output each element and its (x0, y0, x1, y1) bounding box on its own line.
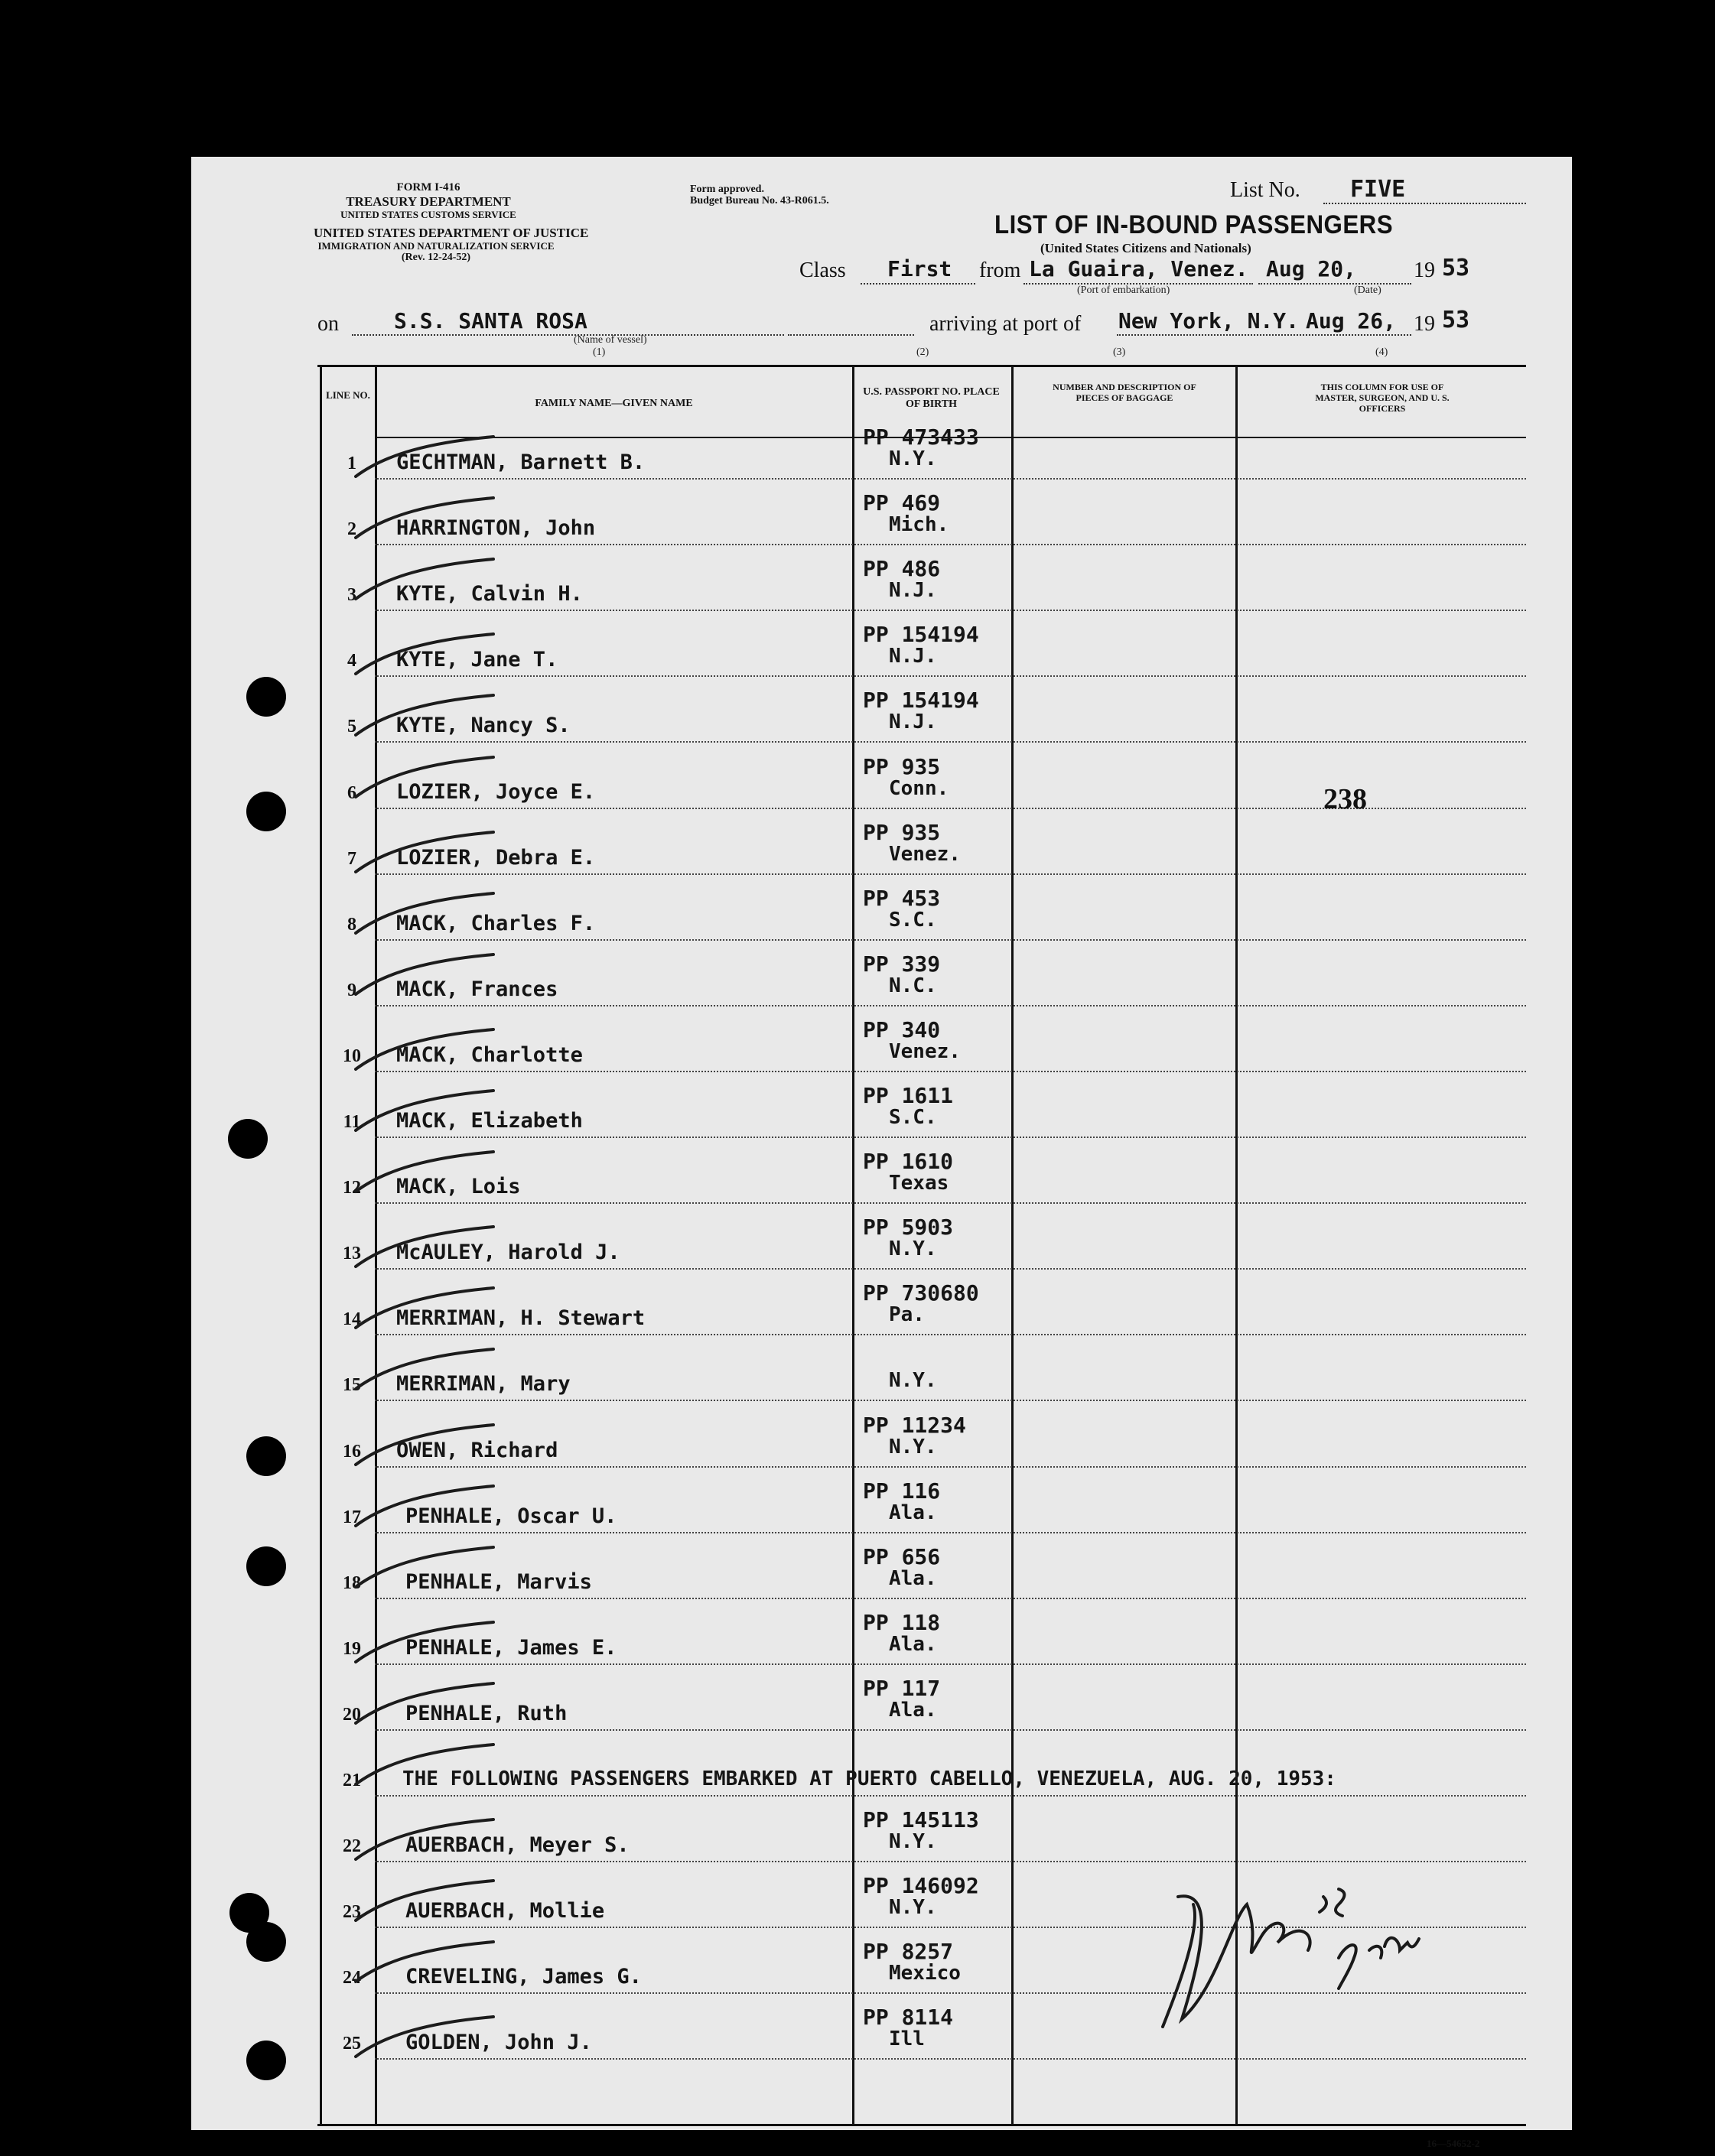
officer-note: 238 (1323, 783, 1367, 815)
passport-number: PP 117 (863, 1675, 941, 1701)
row-line-number: 21 (343, 1771, 361, 1790)
row-line-number: 13 (343, 1244, 361, 1264)
place-of-birth: Texas (889, 1172, 949, 1195)
place-of-birth: Conn. (889, 776, 949, 800)
place-of-birth: N.Y. (889, 1435, 937, 1458)
passenger-name: KYTE, Nancy S. (396, 714, 571, 738)
vessel-name: S.S. SANTA ROSA (394, 308, 587, 333)
punch-hole (246, 1922, 286, 1962)
passport-number: PP 116 (863, 1478, 941, 1504)
passport-number: PP 473433 (863, 424, 979, 450)
passenger-name: LOZIER, Debra E. (396, 845, 596, 870)
form-approval (690, 184, 829, 207)
column-header-baggage: NUMBER AND DESCRIPTION OF PIECES OF BAGGAGE (1053, 382, 1196, 403)
list-no-dots (1323, 203, 1526, 204)
budget-bureau-text: Budget Bureau No. 43-R061.5. (690, 195, 829, 207)
check-mark (340, 2003, 524, 2064)
row-dotted-line (375, 1663, 1526, 1665)
passenger-name: PENHALE, Marvis (405, 1569, 592, 1594)
passenger-name: GOLDEN, John J. (405, 2031, 592, 2055)
row-line-number: 16 (343, 1441, 361, 1462)
place-of-birth: Venez. (889, 1039, 961, 1063)
passenger-name: MERRIMAN, H. Stewart (396, 1306, 646, 1331)
passenger-name: PENHALE, James E. (405, 1635, 617, 1660)
place-of-birth: N.J. (889, 645, 937, 668)
place-of-birth: N.J. (889, 579, 937, 603)
row-dotted-line (375, 544, 1526, 545)
row-line-number: 14 (343, 1309, 361, 1330)
vessel-dots (352, 334, 784, 336)
row-line-number: 3 (347, 585, 356, 606)
arrival-year: 53 (1442, 307, 1470, 333)
place-of-birth: N.Y. (889, 1830, 937, 1854)
punch-hole (246, 1436, 286, 1476)
row-dotted-line (375, 1466, 1526, 1468)
table-top-border (317, 365, 1526, 367)
punch-hole (246, 792, 286, 831)
row-dotted-line (375, 741, 1526, 743)
place-of-birth: N.C. (889, 974, 937, 997)
row-line-number: 11 (343, 1112, 361, 1132)
arrival-port-dots (1117, 334, 1411, 336)
arrival-date: Aug 26, (1306, 308, 1397, 333)
passenger-name: PENHALE, Oscar U. (405, 1504, 617, 1528)
passenger-name: MACK, Lois (396, 1175, 521, 1199)
check-mark (340, 554, 524, 616)
check-mark (340, 423, 524, 484)
row-dotted-line (375, 1532, 1526, 1533)
agency-customs: UNITED STATES CUSTOMS SERVICE (340, 208, 516, 220)
embarkation-date: Aug 20, (1266, 256, 1357, 281)
passport-number: PP 8114 (863, 2005, 954, 2031)
check-mark (340, 1477, 524, 1538)
list-no-value: FIVE (1350, 176, 1406, 203)
row-line-number: 6 (347, 782, 356, 803)
passport-number: PP 1610 (863, 1149, 954, 1175)
passport-number: PP 469 (863, 490, 941, 516)
place-of-birth: Venez. (889, 842, 961, 866)
passport-number: PP 935 (863, 819, 941, 845)
form-code: 16—54652-2 (1427, 2138, 1480, 2149)
class-value: First (887, 256, 952, 281)
check-mark (340, 1674, 524, 1735)
place-of-birth: Ala. (889, 1566, 937, 1590)
place-of-birth: N.J. (889, 711, 937, 734)
row-dotted-line (375, 1202, 1526, 1204)
punch-hole (228, 1119, 268, 1159)
check-mark (340, 1411, 524, 1472)
form-number: FORM I-416 (396, 181, 460, 193)
row-line-number: 20 (343, 1704, 361, 1725)
check-mark (340, 1345, 524, 1406)
inspector-signature (1147, 1874, 1438, 2042)
passport-number: PP 935 (863, 753, 941, 779)
passenger-name: MACK, Charles F. (396, 911, 596, 935)
port-of-embarkation: La Guaira, Venez. (1029, 256, 1248, 281)
row-line-number: 19 (343, 1638, 361, 1659)
check-mark (340, 1937, 524, 1998)
check-mark (340, 1608, 524, 1670)
passport-number: PP 11234 (863, 1412, 966, 1438)
row-line-number: 7 (347, 848, 356, 869)
row-line-number: 8 (347, 914, 356, 935)
agency-treasury: TREASURY DEPARTMENT (346, 194, 511, 210)
passenger-name: AUERBACH, Mollie (405, 1899, 605, 1923)
embarkation-year: 53 (1442, 255, 1470, 281)
column-header-line-no: LINE NO. (326, 389, 370, 401)
passport-number: PP 146092 (863, 1873, 979, 1899)
row-dotted-line (375, 1005, 1526, 1006)
year-prefix-2: 19 (1414, 312, 1435, 336)
row-line-number: 9 (347, 980, 356, 1000)
agency-justice: UNITED STATES DEPARTMENT OF JUSTICE (314, 226, 589, 240)
row-dotted-line (375, 1400, 1526, 1401)
check-mark (340, 1740, 524, 1801)
check-mark (340, 884, 524, 945)
row-line-number: 23 (343, 1902, 361, 1923)
place-of-birth: Mich. (889, 513, 949, 537)
row-line-number: 22 (343, 1836, 361, 1857)
check-mark (340, 1806, 524, 1867)
row-dotted-line (375, 1729, 1526, 1731)
passenger-name: MERRIMAN, Mary (396, 1372, 571, 1397)
place-of-birth: S.C. (889, 1106, 937, 1129)
row-dotted-line (375, 1137, 1526, 1138)
row-line-number: 1 (347, 454, 356, 473)
passenger-name: LOZIER, Joyce E. (396, 779, 596, 804)
arriving-label: arriving at port of (929, 312, 1082, 336)
row-line-number: 18 (343, 1572, 361, 1593)
row-line-number: 10 (343, 1045, 361, 1066)
date-caption: (Date) (1354, 285, 1381, 296)
row-dotted-line (375, 2058, 1526, 2060)
place-of-birth: Ala. (889, 1698, 937, 1722)
row-line-number: 25 (343, 2034, 361, 2054)
row-line-number: 15 (343, 1375, 361, 1396)
place-of-birth: N.Y. (889, 1369, 937, 1393)
year-prefix-1: 19 (1414, 259, 1435, 282)
check-mark (340, 950, 524, 1011)
row-dotted-line (375, 675, 1526, 677)
passport-number: PP 8257 (863, 1939, 954, 1965)
row-dotted-line (375, 610, 1526, 611)
passenger-name: PENHALE, Ruth (405, 1701, 568, 1725)
from-label: from (979, 259, 1021, 282)
table-left-border (320, 365, 322, 2126)
check-mark (340, 1081, 524, 1143)
passenger-name: KYTE, Jane T. (396, 648, 558, 672)
row-dotted-line (375, 478, 1526, 480)
row-line-number: 17 (343, 1507, 361, 1527)
passport-number: PP 486 (863, 556, 941, 582)
row-dotted-line (375, 1334, 1526, 1335)
row-dotted-line (375, 1071, 1526, 1072)
page-title: LIST OF IN-BOUND PASSENGERS (994, 210, 1394, 239)
agency-ins: IMMIGRATION AND NATURALIZATION SERVICE (317, 239, 555, 252)
column-caption-3: (3) (1113, 346, 1126, 358)
place-of-birth: N.Y. (889, 1237, 937, 1261)
passenger-name: OWEN, Richard (396, 1438, 558, 1462)
passport-number: PP 339 (863, 951, 941, 977)
form-revision: (Rev. 12-24-52) (401, 252, 471, 264)
check-mark (340, 1543, 524, 1604)
check-mark (340, 1213, 524, 1274)
row-line-number: 24 (343, 1968, 361, 1989)
list-no-label: List No. (1230, 178, 1300, 202)
form-agency-block-2 (314, 226, 589, 265)
row-line-number: 5 (347, 717, 356, 737)
check-mark (340, 489, 524, 550)
punch-hole (246, 2041, 286, 2080)
passenger-name: McAULEY, Harold J. (396, 1241, 620, 1265)
row-dotted-line (375, 873, 1526, 875)
check-mark (340, 753, 524, 814)
row-line-number: 4 (347, 651, 356, 672)
form-approved-text: Form approved. (690, 184, 764, 195)
passport-number: PP 118 (863, 1609, 941, 1635)
passport-number: PP 154194 (863, 688, 979, 714)
column-caption-4: (4) (1375, 346, 1388, 358)
check-mark (340, 686, 524, 747)
passenger-name: CREVELING, James G. (405, 1965, 642, 1989)
place-of-birth: Ala. (889, 1501, 937, 1524)
column-caption-2: (2) (916, 346, 929, 358)
punch-hole (246, 1546, 286, 1586)
passport-number: PP 340 (863, 1016, 941, 1042)
passport-number: PP 5903 (863, 1215, 954, 1241)
check-mark (340, 1147, 524, 1208)
table-bottom-border (317, 2124, 1526, 2126)
passport-number: PP 154194 (863, 622, 979, 648)
passport-number: PP 145113 (863, 1807, 979, 1833)
passport-number: PP 453 (863, 885, 941, 911)
passport-number: PP 730680 (863, 1280, 979, 1306)
class-dots (861, 283, 975, 285)
date-dots (1258, 283, 1411, 285)
row-dotted-line (375, 1268, 1526, 1270)
column-caption-1: (1) (593, 346, 606, 358)
row-line-number: 12 (343, 1178, 361, 1198)
passenger-name: KYTE, Calvin H. (396, 582, 583, 606)
page-subtitle: (United States Citizens and Nationals) (1040, 241, 1251, 255)
column-header-officers: THIS COLUMN FOR USE OF MASTER, SURGEON, AND U. S. OFFICERS (1315, 382, 1450, 414)
check-mark (340, 818, 524, 880)
form-agency-block (314, 181, 543, 221)
place-of-birth: S.C. (889, 908, 937, 932)
passenger-name: MACK, Charlotte (396, 1042, 583, 1067)
row-dotted-line (375, 1598, 1526, 1599)
row-line-number: 2 (347, 519, 356, 540)
place-of-birth: N.Y. (889, 447, 937, 470)
place-of-birth: Pa. (889, 1303, 925, 1327)
passenger-name: GECHTMAN, Barnett B. (396, 450, 646, 474)
passport-number: PP 1611 (863, 1083, 954, 1108)
check-mark (340, 620, 524, 681)
place-of-birth: Ala. (889, 1632, 937, 1656)
place-of-birth: Ill (889, 2028, 925, 2051)
column-header-passport: U.S. PASSPORT NO. PLACE OF BIRTH (863, 386, 1000, 411)
passenger-manifest-page (191, 157, 1572, 2149)
arrival-lead-dots (788, 334, 914, 336)
punch-hole (246, 677, 286, 717)
check-mark (340, 1279, 524, 1340)
passport-number: PP 656 (863, 1543, 941, 1569)
check-mark (340, 1871, 524, 1933)
check-mark (340, 1016, 524, 1077)
row-dotted-line (375, 939, 1526, 941)
place-of-birth: N.Y. (889, 1896, 937, 1920)
port-of-embarkation-caption: (Port of embarkation) (1077, 285, 1170, 296)
vessel-name-caption: (Name of vessel) (574, 334, 647, 346)
column-header-name: FAMILY NAME—GIVEN NAME (535, 398, 693, 409)
row-dotted-line (375, 1861, 1526, 1862)
on-label: on (317, 312, 339, 336)
arrival-port: New York, N.Y. (1118, 308, 1300, 333)
passenger-name: HARRINGTON, John (396, 516, 596, 541)
class-label: Class (799, 259, 846, 282)
passenger-name: MACK, Frances (396, 977, 558, 1001)
passenger-name: AUERBACH, Meyer S. (405, 1833, 630, 1858)
embarkation-note: THE FOLLOWING PASSENGERS EMBARKED AT PUERTO CABELLO, VENEZUELA, AUG. 20, 1953: (402, 1767, 1336, 1790)
row-dotted-line (375, 1795, 1526, 1797)
place-of-birth: Mexico (889, 1962, 961, 1985)
passenger-name: MACK, Elizabeth (396, 1109, 583, 1133)
